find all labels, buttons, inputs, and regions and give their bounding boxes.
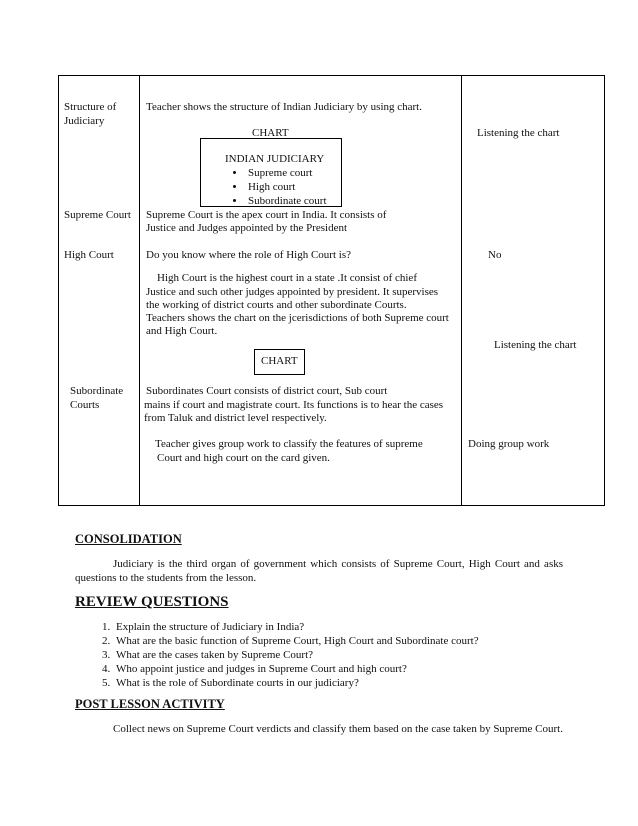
response-group-work: Doing group work <box>468 438 550 450</box>
sub-text-line-2: mains if court and magistrate court. Its functions is to hear the cases <box>144 399 444 411</box>
judiciary-chart-list <box>228 166 327 208</box>
list-item: 2. What are the basic function of Supreme Court, High Court and Subordinate court? <box>113 634 593 648</box>
group-text-line-1: Teacher gives group work to classify the features of supreme <box>155 438 423 450</box>
list-item: 5. What is the role of Subordinate courts in our judiciary? <box>113 676 593 690</box>
supreme-text-line-2: Justice and Judges appointed by the President <box>146 222 348 234</box>
sub-text-line-1: Subordinates Court consists of district court, Sub court <box>146 385 388 397</box>
high-text-line-2: Justice and such other judges appointed by president. It supervises <box>146 286 439 298</box>
column-divider-1 <box>139 75 140 506</box>
chart-label-2: CHART <box>261 355 298 367</box>
consolidation-heading: CONSOLIDATION <box>75 532 182 546</box>
high-text-line-3: the working of district courts and other subordinate Courts. <box>146 299 407 311</box>
high-text-line-5: and High Court. <box>146 325 218 337</box>
list-item: 1. Explain the structure of Judiciary in India? <box>113 620 593 634</box>
consolidation-text: Judiciary is the third organ of government which consists of Supreme Court, High Court and asks questions to the students from the lesson. <box>75 558 563 584</box>
high-question: Do you know where the role of High Court is? <box>146 249 351 261</box>
high-text-line-4: Teachers shows the chart on the jcerisdictions of both Supreme court <box>146 312 449 324</box>
topic-high-court: High Court <box>64 249 114 261</box>
list-item: 4. Who appoint justice and judges in Supreme Court and high court? <box>113 662 593 676</box>
topic-subordinate-line-2: Courts <box>70 399 100 411</box>
topic-supreme-court: Supreme Court <box>64 209 131 221</box>
list-item: 3. What are the cases taken by Supreme Court? <box>113 648 593 662</box>
response-listening-2: Listening the chart <box>494 339 577 351</box>
review-question-list <box>94 620 593 690</box>
chart-label: CHART <box>252 127 289 139</box>
review-heading: REVIEW QUESTIONS <box>75 594 229 610</box>
group-text-line-2: Court and high court on the card given. <box>157 452 330 464</box>
structure-text: Teacher shows the structure of Indian Judiciary by using chart. <box>146 101 422 113</box>
list-item: • High court <box>246 180 327 194</box>
column-divider-2 <box>461 75 462 506</box>
response-listening-1: Listening the chart <box>477 127 560 139</box>
topic-subordinate-line-1: Subordinate <box>70 385 124 397</box>
post-lesson-heading: POST LESSON ACTIVITY <box>75 697 225 711</box>
high-text-line-1: High Court is the highest court in a state .It consist of chief <box>157 272 417 284</box>
topic-structure: Structure of Judiciary <box>64 101 117 127</box>
list-item: • Supreme court <box>246 166 327 180</box>
sub-text-line-3: from Taluk and district level respectively. <box>144 412 327 424</box>
judiciary-chart-title: INDIAN JUDICIARY <box>225 153 325 165</box>
list-item: • Subordinate court <box>246 194 327 208</box>
post-lesson-text: Collect news on Supreme Court verdicts and classify them based on the case taken by Supreme Court. <box>113 723 563 735</box>
response-no: No <box>488 249 502 261</box>
supreme-text-line-1: Supreme Court is the apex court in India. It consists of <box>146 209 387 221</box>
